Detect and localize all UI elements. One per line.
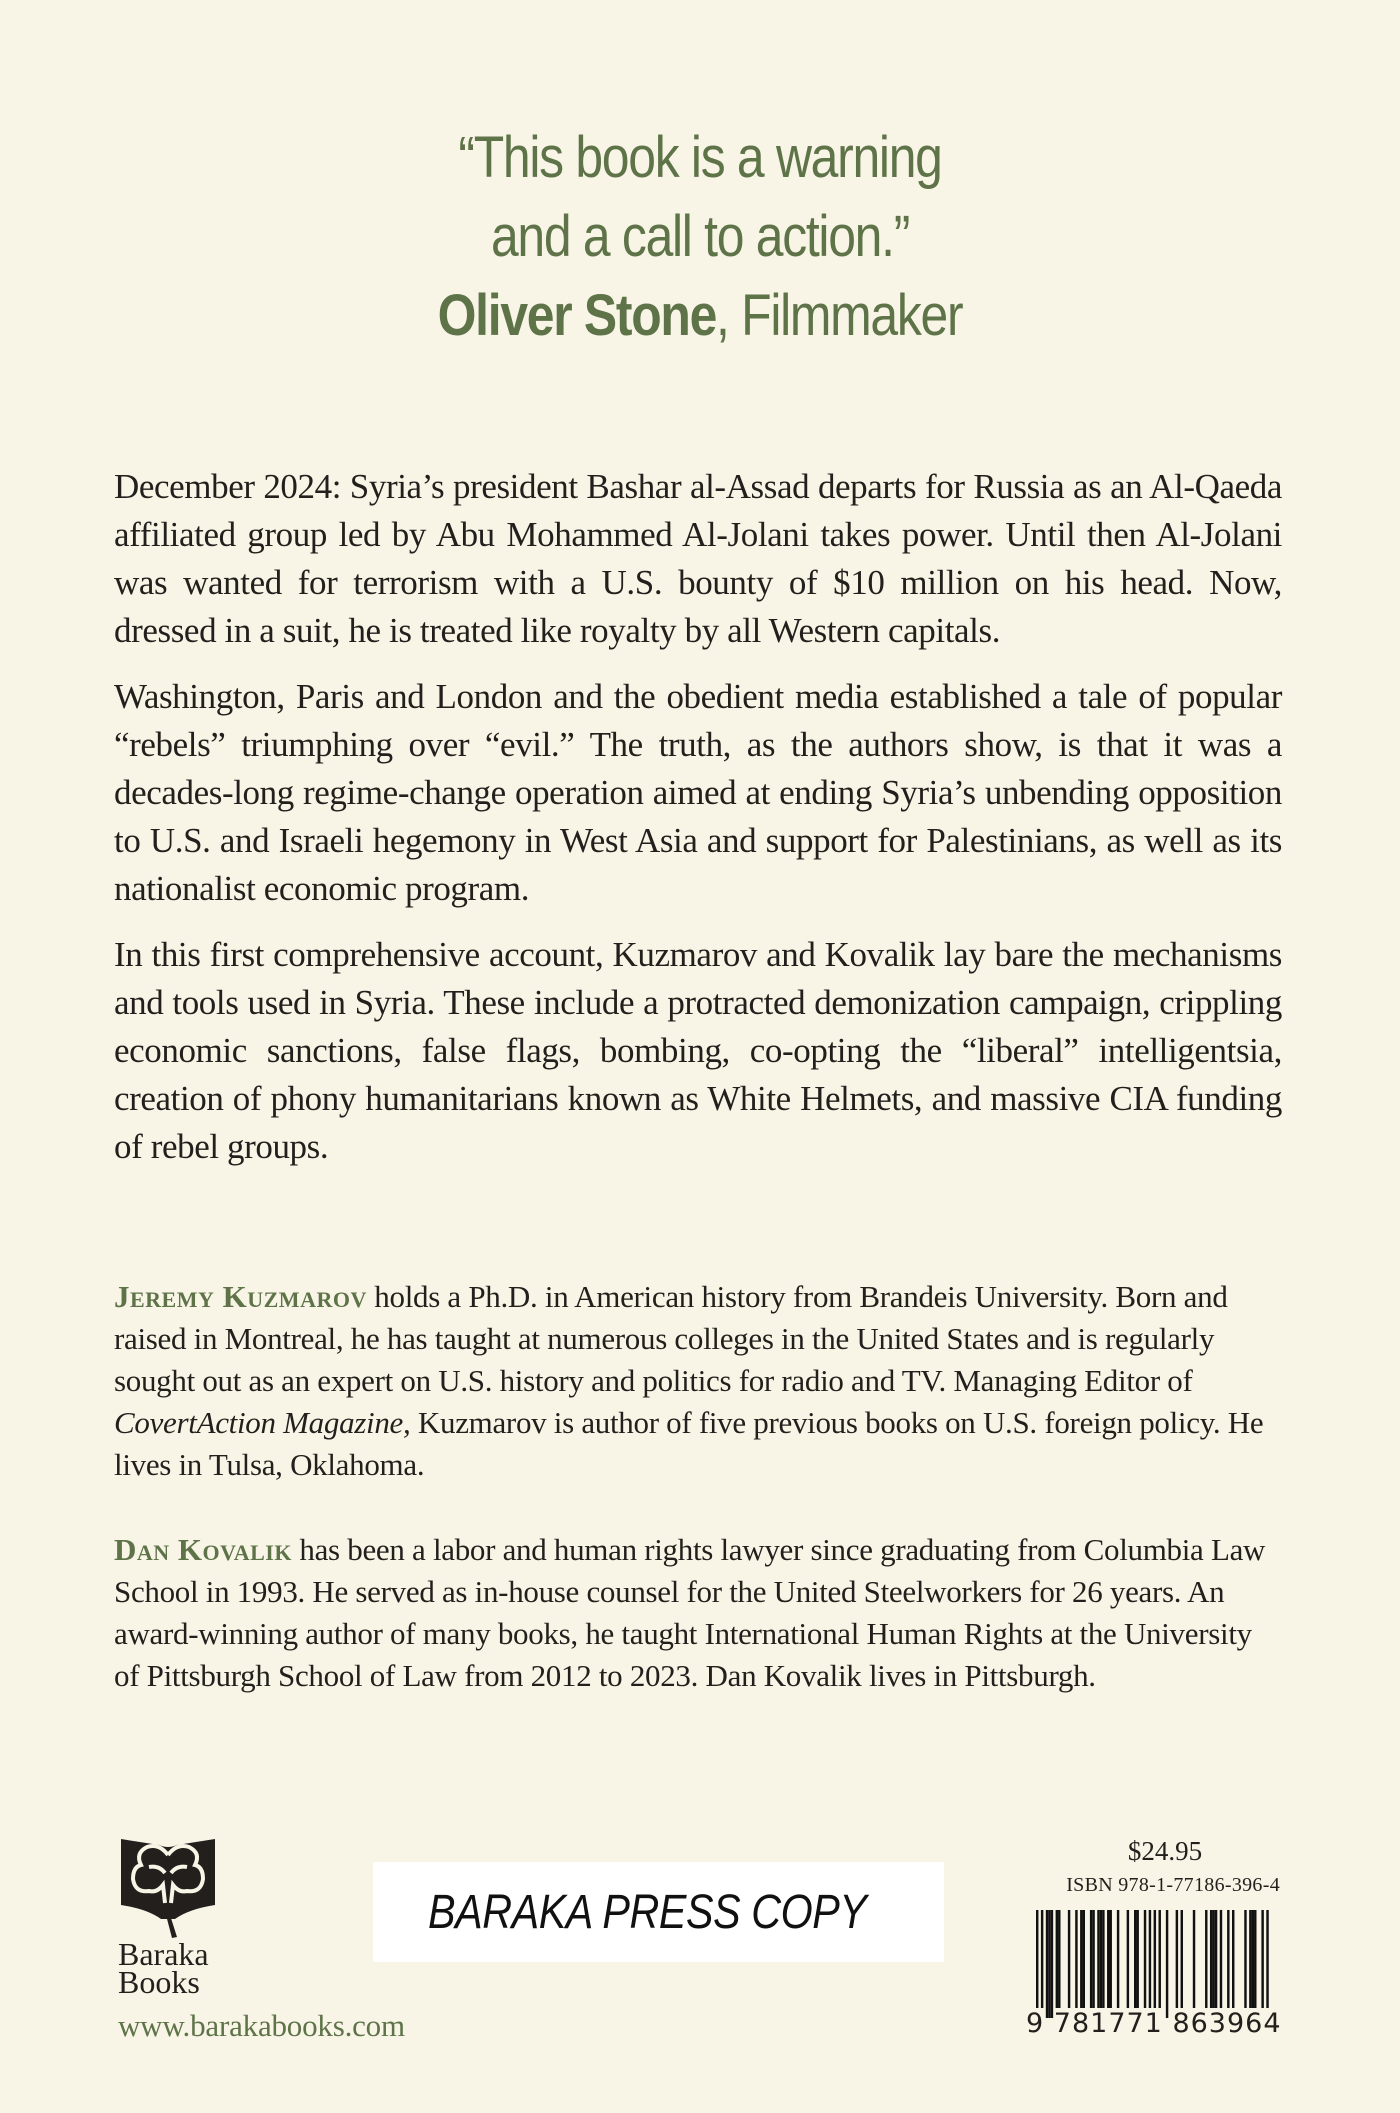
price: $24.95 [1127, 1836, 1203, 1866]
barcode-bar [1144, 1910, 1146, 2018]
barcode-bar [1068, 1910, 1070, 2018]
barcode-bar [1100, 1910, 1102, 2018]
publisher-website-link[interactable]: www.barakabooks.com [118, 2008, 405, 2043]
barcode-bar [1210, 1910, 1212, 2018]
barcode-bar [1110, 1910, 1112, 2018]
publisher-name-line-2: Books [118, 1964, 200, 2000]
barcode-first-digit: 9 [1026, 2008, 1045, 2039]
barcode-bar [1083, 1910, 1085, 2018]
author-bio-text: holds a Ph.D. in American history from Brandeis University. Born and raised in Montreal, he has taught at numerous colleges in the United States and is regularly sought out as an expert on U.S. history and politics for radio and TV. Managing Editor of [114, 1279, 1228, 1398]
publisher-name [118, 1936, 209, 2000]
barcode-bar [1056, 1910, 1058, 2018]
author-bio-kuzmarov [114, 1276, 1274, 1486]
blurb-quote [0, 118, 1400, 355]
book-description [114, 463, 1282, 1189]
barcode-bar [1159, 1910, 1161, 2018]
description-paragraph: In this first comprehensive account, Kuzmarov and Kovalik lay bare the mechanisms and tools used in Syria. These include a protracted demonization campaign, crippling economic sanctions, false flags, bombing, co-opting the “liberal” intelligentsia, creation of phony humanitarians known as White Helmets, and massive CIA funding of rebel groups. [114, 935, 1282, 1166]
barcode-bar [1097, 1910, 1099, 2018]
author-name: Jeremy Kuzmarov [114, 1279, 367, 1314]
quote-line-2: and a call to action.” [490, 204, 910, 269]
barcode-bar [1181, 1910, 1183, 2018]
quote-attribution [98, 276, 1302, 355]
barcode-bar [1090, 1910, 1092, 2018]
barcode-number [1026, 2008, 1282, 2039]
barcode-bar [1232, 1910, 1234, 2018]
barcode-bar [1075, 1910, 1077, 2018]
barcode-left-group: 781771 [1053, 2008, 1163, 2039]
barcode-bar [1220, 1910, 1222, 2018]
magazine-title: CovertAction Magazine, [114, 1405, 411, 1440]
barcode-bar [1176, 1910, 1178, 2018]
description-paragraph: Washington, Paris and London and the obedient media established a tale of popular “rebels” triumphing over “evil.” The truth, as the authors show, is that it was a decades-long regime-change operation aimed at ending Syria’s unbending opposition to U.S. and Israeli hegemony in West Asia and support for Palestinians, as well as its nationalist economic program. [114, 677, 1282, 908]
publisher-name-line-1: Baraka [118, 1936, 209, 1972]
barcode-bar [1136, 1910, 1138, 2018]
baraka-books-logo-icon [119, 1835, 217, 1939]
author-name: Dan Kovalik [114, 1532, 292, 1567]
quote-line-1: “This book is a warning [458, 125, 942, 190]
author-bio-text: has been a labor and human rights lawyer since graduating from Columbia Law School in 1993. He served as in-house counsel for the United Steelworkers for 26 years. An award-winning author of many books, he taught International Human Rights at the University of Pittsburgh School of Law from 2012 to 2023. Dan Kovalik lives in Pittsburgh. [114, 1532, 1266, 1693]
press-copy-sticker [373, 1862, 944, 1962]
barcode-bar [1092, 1910, 1094, 2018]
barcode-bar [1254, 1910, 1256, 2018]
press-copy-label: BARAKA PRESS COPY [428, 1886, 867, 1939]
author-bio-text: Kuzmarov is author of five previous books on U.S. foreign policy. He lives in Tulsa, Oklahoma. [114, 1405, 1264, 1482]
attribution-role: , Filmmaker [716, 283, 963, 348]
author-bio-kovalik [114, 1529, 1274, 1697]
barcode-bar [1107, 1910, 1109, 2018]
barcode-bar [1205, 1910, 1207, 2018]
isbn: ISBN 978-1-77186-396-4 [1066, 1874, 1280, 1896]
barcode-bar [1117, 1910, 1119, 2018]
description-paragraph: December 2024: Syria’s president Bashar al-Assad departs for Russia as an Al-Qaeda affiliated group led by Abu Mohammed Al-Jolani takes power. Until then Al-Jolani was wanted for terrorism with a U.S. bounty of $10 million on his head. Now, dressed in a suit, he is treated like royalty by all Western capitals. [114, 467, 1282, 650]
barcode-bar [1048, 1910, 1050, 2018]
barcode-bar [1046, 1910, 1048, 2018]
barcode-bar [1166, 1910, 1168, 2018]
attribution-name: Oliver Stone [437, 283, 717, 348]
barcode-bar [1193, 1910, 1195, 2018]
barcode-bar [1051, 1910, 1053, 2018]
barcode-bar [1227, 1910, 1229, 2018]
barcode-bar [1102, 1910, 1104, 2018]
barcode-bar [1212, 1910, 1214, 2018]
barcode-bar [1127, 1910, 1129, 2018]
barcode-bar [1134, 1910, 1136, 2018]
barcode-bar [1058, 1910, 1060, 2018]
barcode-bar [1252, 1910, 1254, 2018]
barcode-right-group: 863964 [1172, 2008, 1282, 2039]
barcode-bar [1080, 1910, 1082, 2018]
barcode-bar [1249, 1910, 1251, 2018]
barcode-bar [1215, 1910, 1217, 2018]
barcode-bar [1244, 1910, 1246, 2018]
